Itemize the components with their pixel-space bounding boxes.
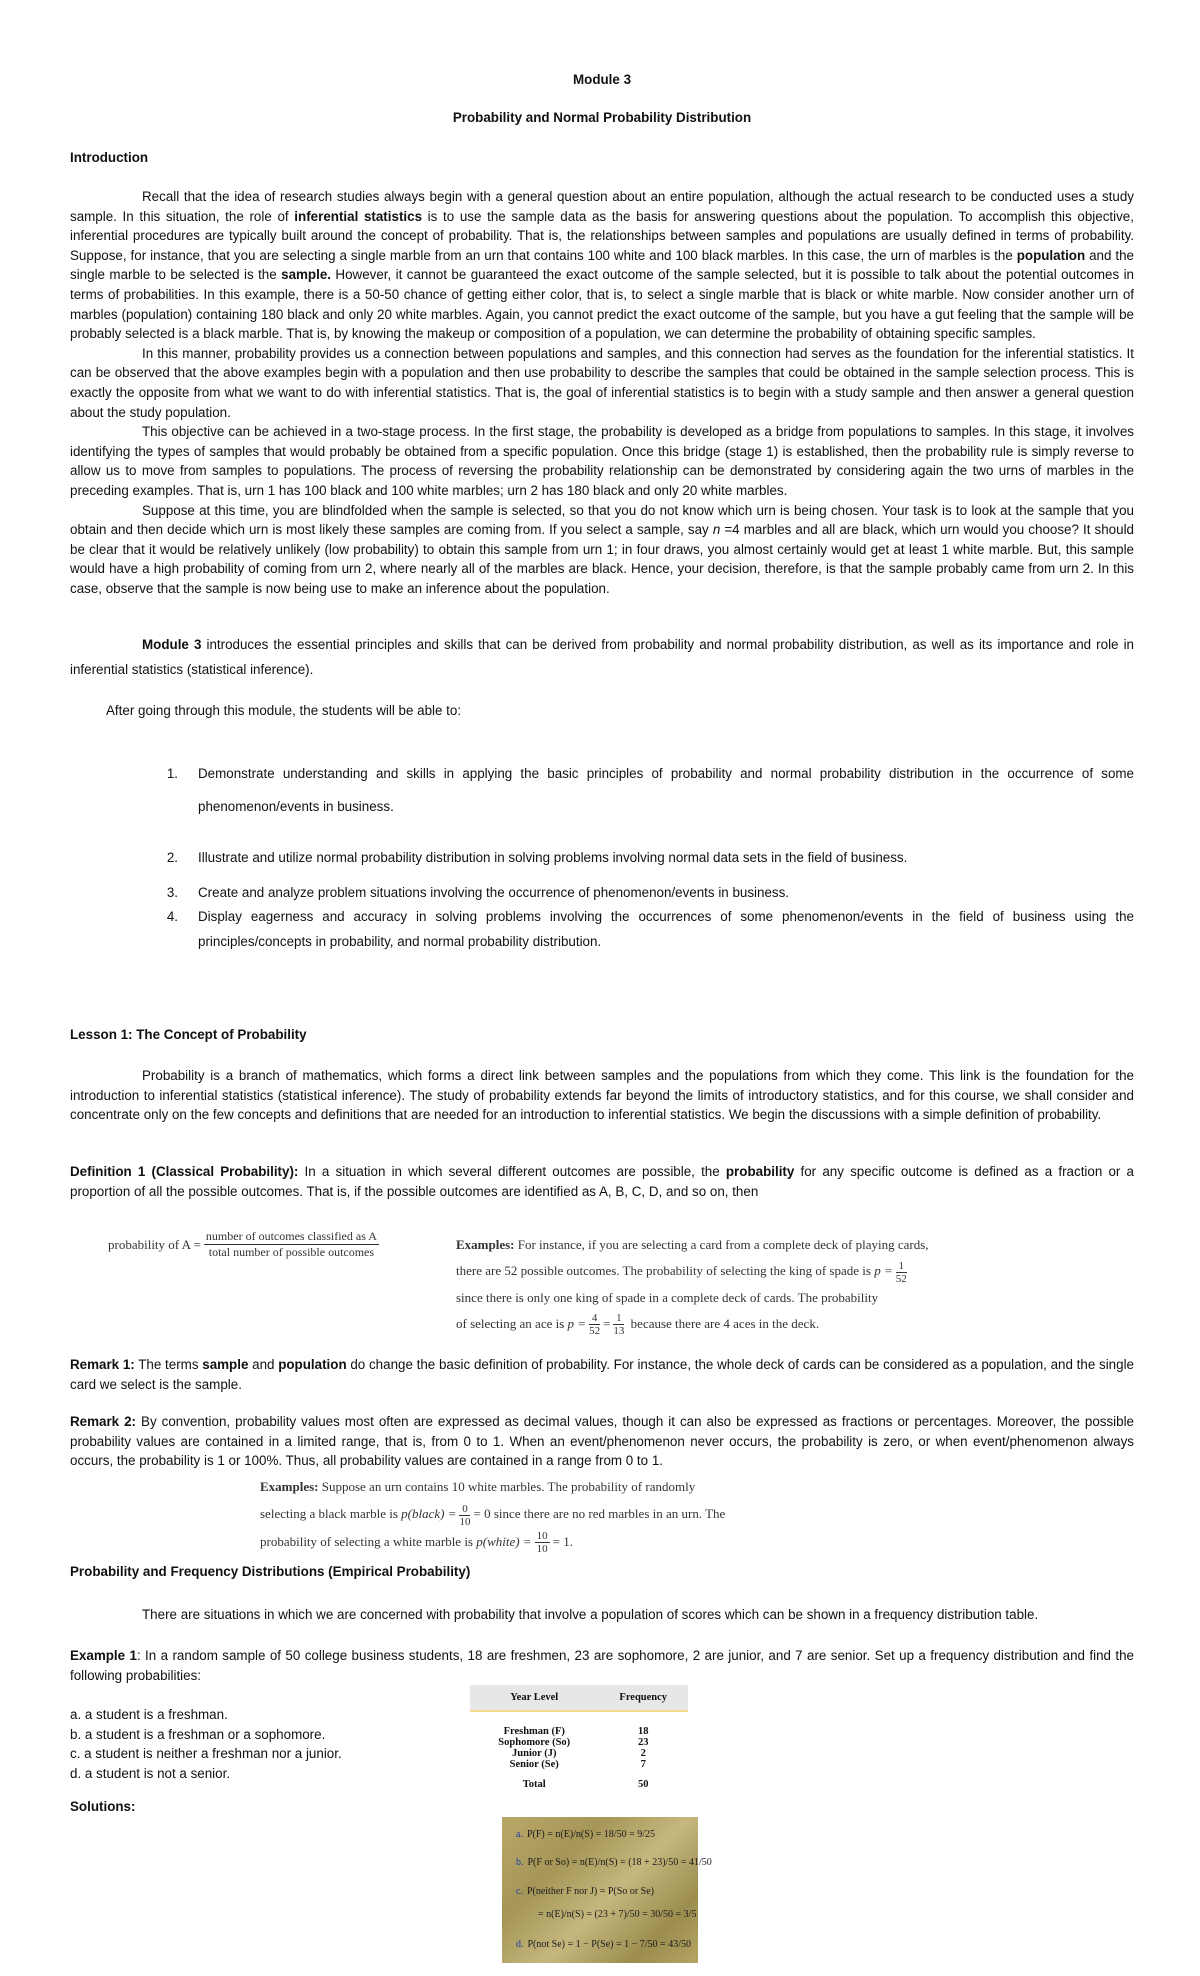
table-row: Total 50 xyxy=(522,1779,649,1790)
example-1: Example 1: In a random sample of 50 college business students, 18 are freshmen, 23 are sophomore, 2 are junior, and 7 are senior. Set up a frequency distribution and find the following probabilities: xyxy=(70,1648,1134,1683)
lesson-1-heading: Lesson 1: The Concept of Probability xyxy=(70,1027,307,1042)
table-row: Sophomore (So) 23 xyxy=(498,1737,649,1748)
list-item: d. a student is not a senior. xyxy=(70,1765,231,1781)
list-item: a. a student is a freshman. xyxy=(70,1707,228,1722)
frequency-paragraph: There are situations in which we are concerned with probability that involve a population of scores which can be shown in a frequency distribution table. xyxy=(142,1607,1039,1622)
list-item: c. a student is neither a freshman nor a junior. xyxy=(70,1746,342,1761)
table-header: Year Level xyxy=(470,1685,598,1711)
intro-paragraph-2: In this manner, probability provides us a connection between populations and samples, and this connection had serves as the foundation for the inferential statistics. It can be observed that the above examples begin with a population and then use probability to describe the samples that could be obtained in the sample selection process. This is exactly the opposite from what we want to do with inferential statistics. That is, the goal of inferential statistics is to begin with a study sample and then answer a general question about the study population. xyxy=(70,345,1134,420)
table-row: Junior (J) 2 xyxy=(512,1748,646,1759)
frequency-table xyxy=(470,1685,688,1796)
solution-b: b. P(F or So) = n(E)/n(S) = (18 + 23)/50 = 41/50 xyxy=(516,1857,712,1868)
list-item: b. a student is a freshman or a sophomore. xyxy=(70,1726,326,1742)
table-header: Frequency xyxy=(598,1685,688,1711)
example-1-items xyxy=(70,1705,470,1783)
table-row: Senior (Se) 7 xyxy=(509,1759,646,1770)
module-subtitle: Probability and Normal Probability Distribution xyxy=(452,110,752,125)
objective-item: 4. Display eagerness and accuracy in solving problems involving the occurrences of some phenomenon/events in the field of business using the principles/concepts in probability, and normal probability distribution. xyxy=(166,909,1134,949)
objective-item: 2. Illustrate and utilize normal probability distribution in solving problems involving normal data sets in the field of business. xyxy=(166,850,908,865)
frequency-table-wrap xyxy=(470,1685,690,1796)
intro-paragraph-1: Recall that the idea of research studies always begin with a general question about an entire population, although the actual research to be conducted uses a study sample. In this situation, the role of inferential statistics is to use the sample data as the basis for answering questions about the population. To accomplish this objective, inferential procedures are typically built around the concept of probability. That is, the relationships between samples and populations are usually defined in terms of probability. Suppose, for instance, that you are selecting a single marble from an urn that contains 100 white and 100 black marbles. In this case, the urn of marbles is the population and the single marble to be selected is the sample. However, it cannot be guaranteed the exact outcome of the sample selected, but it is possible to talk about the potential outcomes in terms of probabilities. In this example, there is a 50-50 chance of getting either color, that is, to select a single marble that is black or white marble. Now consider another urn of marbles (population) containing 180 black and only 20 white marbles. Again, you cannot predict the exact outcome of the sample, but you have a gut feeling that the sample will be probably selected is a black marble. That is, by knowing the makeup or composition of a population, we can determine the probability of obtaining specific samples. xyxy=(70,189,1135,342)
marble-examples: Examples: Suppose an urn contains 10 white marbles. The probability of randomly selecting a black marble is p(black) = $\frac{0}{10}$ = 0 since there are no red marbles in an urn. The probability of selecting a white marble is p(white) = $\frac{10}{10}$ = 1. xyxy=(260,1479,726,1556)
objective-item: 1. Demonstrate understanding and skills in applying the basic principles of probability and normal probability distribution in the occurrence of some phenomenon/events in business. xyxy=(166,766,1134,814)
module-title: Module 3 xyxy=(572,72,632,87)
lesson-1-intro: Probability is a branch of mathematics, which forms a direct link between samples and the populations from which they come. This link is the foundation for the introduction to inferential statistics (statistical inference). The study of probability extends far beyond the limits of introductory statistics, and for this course, we shall consider and concentrate only on the few concepts and definitions that are needed for an introduction to inferential statistics. We begin the discussions with a simple definition of probability. xyxy=(70,1068,1134,1123)
frequency-heading: Probability and Frequency Distributions (Empirical Probability) xyxy=(70,1564,471,1579)
intro-paragraph-3: This objective can be achieved in a two-stage process. In the first stage, the probability is developed as a bridge from populations to samples. In this stage, it involves identifying the types of samples that would probably be obtained from a specific population. Once this bridge (stage 1) is established, then the probability rule is simply reverse to allow us to move from samples to populations. The process of reversing the probability relationship can be demonstrated by considering again the two urns of marbles in the preceding examples. That is, urn 1 has 100 black and 100 white marbles; urn 2 has 180 black and only 20 white marbles. xyxy=(70,424,1134,498)
intro-paragraph-4: Suppose at this time, you are blindfolded when the sample is selected, so that you do not know which urn is being chosen. Your task is to look at the sample that you obtain and then decide which urn is most likely these samples are coming from. If you select a sample, say n =4 marbles and all are black, which urn would you choose? It should be clear that it would be relatively unlikely (low probability) to obtain this sample from urn 1; in four draws, you almost certainly would get at least 1 white marble. But, this sample would have a high probability of coming from urn 2, where nearly all of the marbles are black. Hence, your decision, therefore, is that the sample probably came from urn 2. In this case, observe that the sample is now being use to make an inference about the population. xyxy=(70,502,1134,596)
solution-a: a. P(F) = n(E)/n(S) = 18/50 = 9/25 xyxy=(516,1829,655,1840)
introduction-heading: Introduction xyxy=(70,150,149,165)
solution-d: d. P(not Se) = 1 − P(Se) = 1 − 7/50 = 43/50 xyxy=(516,1939,691,1950)
objective-item: 3. Create and analyze problem situations involving the occurrence of phenomenon/events in business. xyxy=(166,885,790,900)
remark-1: Remark 1: The terms sample and population do change the basic definition of probability. For instance, the whole deck of cards can be considered as a population, and the single card we select is the sample. xyxy=(70,1357,1134,1392)
module-overview: Module 3 introduces the essential principles and skills that can be derived from probability and normal probability distribution, as well as its importance and role in inferential statistics (statistical inference). xyxy=(70,637,1135,677)
introduction-body xyxy=(70,187,1134,598)
remark-2: Remark 2: By convention, probability values most often are expressed as decimal values, though it can also be expressed as fractions or percentages. Moreover, the possible probability values are contained in a limited range, that is, from 0 to 1. When an event/phenomenon never occurs, the probability is zero, or when event/phenomenon always occurs, the probability is 1 or 100%. Thus, all probability values are contained in a range from 0 to 1. xyxy=(70,1414,1134,1469)
objectives-intro: After going through this module, the students will be able to: xyxy=(106,703,462,718)
objectives-list xyxy=(70,757,1134,954)
classical-probability-formula: probability of A = $\frac{\text{number of outcomes classified as A}}{\text{total number of possible outcomes}}$ xyxy=(108,1229,377,1259)
card-examples: Examples: For instance, if you are selecting a card from a complete deck of playing cards, there are 52 possible outcomes. The probability of selecting the king of spade is p = $\frac{1}{52}$ since there is only one king of spade in a complete deck of cards. The probability of selecting an ace is p = $\frac{4}{52}$ = $\frac{1}{13}$ because there are 4 aces in the deck. xyxy=(456,1237,929,1338)
solutions-image xyxy=(502,1817,712,1963)
solution-c: c. P(neither F nor J) = P(So or Se) xyxy=(516,1886,654,1897)
table-row: Freshman (F) 18 xyxy=(503,1726,649,1737)
solutions-label: Solutions: xyxy=(70,1799,136,1814)
solution-c-continued: = n(E)/n(S) = (23 + 7)/50 = 30/50 = 3/5 xyxy=(538,1909,697,1920)
definition-1: Definition 1 (Classical Probability): In a situation in which several different outcomes are possible, the probability for any specific outcome is defined as a fraction or a proportion of all the possible outcomes. That is, if the possible outcomes are identified as A, B, C, D, and so on, then xyxy=(70,1164,1134,1199)
